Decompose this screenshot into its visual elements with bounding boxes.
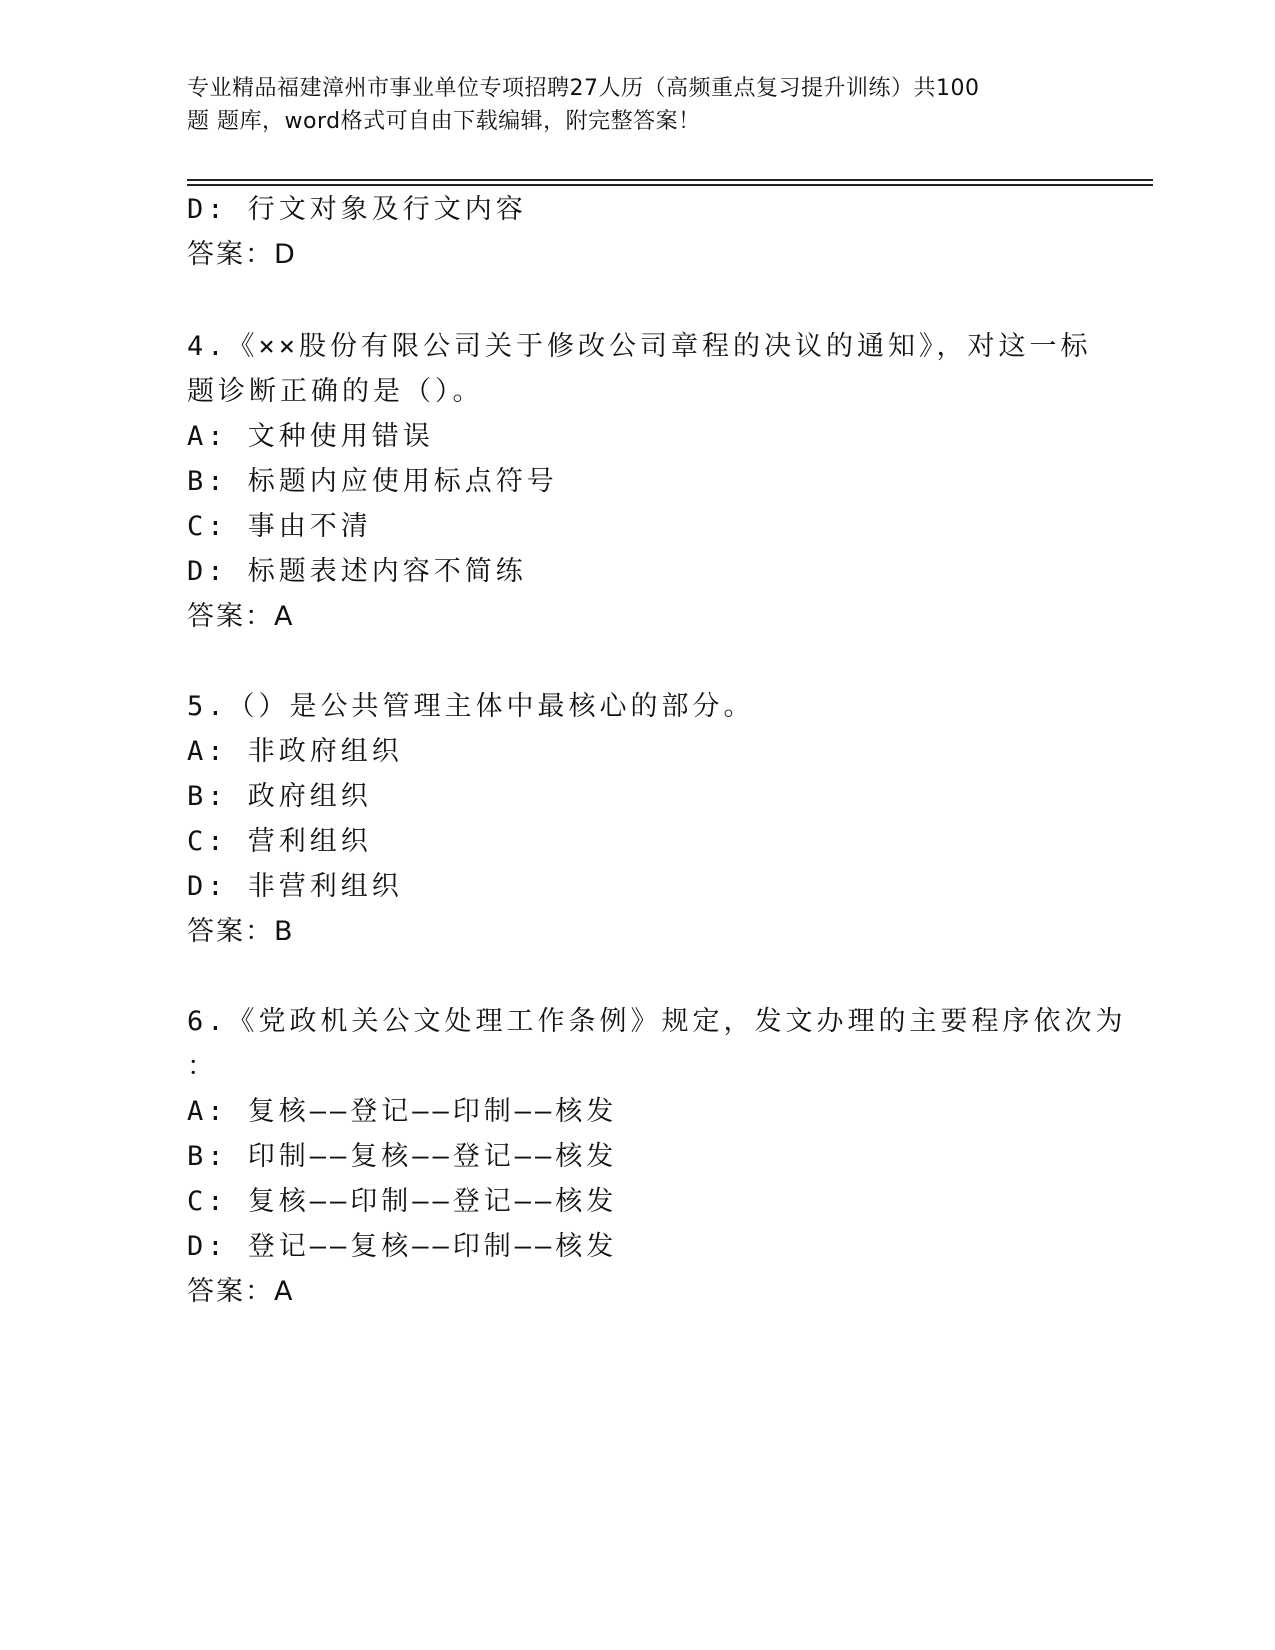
page-header: [187, 72, 1067, 138]
header-title-line2: 题 题库，word格式可自由下载编辑，附完整答案！: [187, 109, 701, 134]
q5-option-b: B: 政府组织: [187, 781, 372, 812]
header-title-line1: 专业精品福建漳州市事业单位专项招聘27人历（高频重点复习提升训练）共100: [187, 76, 980, 101]
q6-answer: 答案：A: [187, 1276, 295, 1307]
q4-stem-line1: 4.《××股份有限公司关于修改公司章程的决议的通知》，对这一标: [187, 331, 1092, 362]
q4-option-d: D: 标题表述内容不简练: [187, 556, 527, 587]
q3-option-d: D: 行文对象及行文内容: [187, 194, 527, 225]
q5-option-a: A: 非政府组织: [187, 736, 403, 767]
q4-answer: 答案：A: [187, 601, 295, 632]
q3-answer: 答案：D: [187, 239, 297, 270]
q5-option-c: C: 营利组织: [187, 826, 372, 857]
q6-stem-line2: ：: [187, 1051, 218, 1082]
q5-stem: 5.（）是公共管理主体中最核心的部分。: [187, 691, 755, 722]
q5-answer: 答案：B: [187, 916, 295, 947]
header-divider-bottom: [187, 184, 1153, 186]
q4-option-a: A: 文种使用错误: [187, 421, 434, 452]
header-divider-top: [187, 179, 1153, 181]
q6-option-d: D: 登记——复核——印制——核发: [187, 1231, 618, 1262]
q4-option-c: C: 事由不清: [187, 511, 372, 542]
q6-option-a: A: 复核——登记——印制——核发: [187, 1096, 618, 1127]
q6-stem-line1: 6.《党政机关公文处理工作条例》规定，发文办理的主要程序依次为: [187, 1006, 1127, 1037]
q6-option-b: B: 印制——复核——登记——核发: [187, 1141, 618, 1172]
q4-option-b: B: 标题内应使用标点符号: [187, 466, 558, 497]
q4-stem-line2: 题诊断正确的是（）。: [187, 376, 484, 407]
q5-option-d: D: 非营利组织: [187, 871, 403, 902]
q6-option-c: C: 复核——印制——登记——核发: [187, 1186, 618, 1217]
